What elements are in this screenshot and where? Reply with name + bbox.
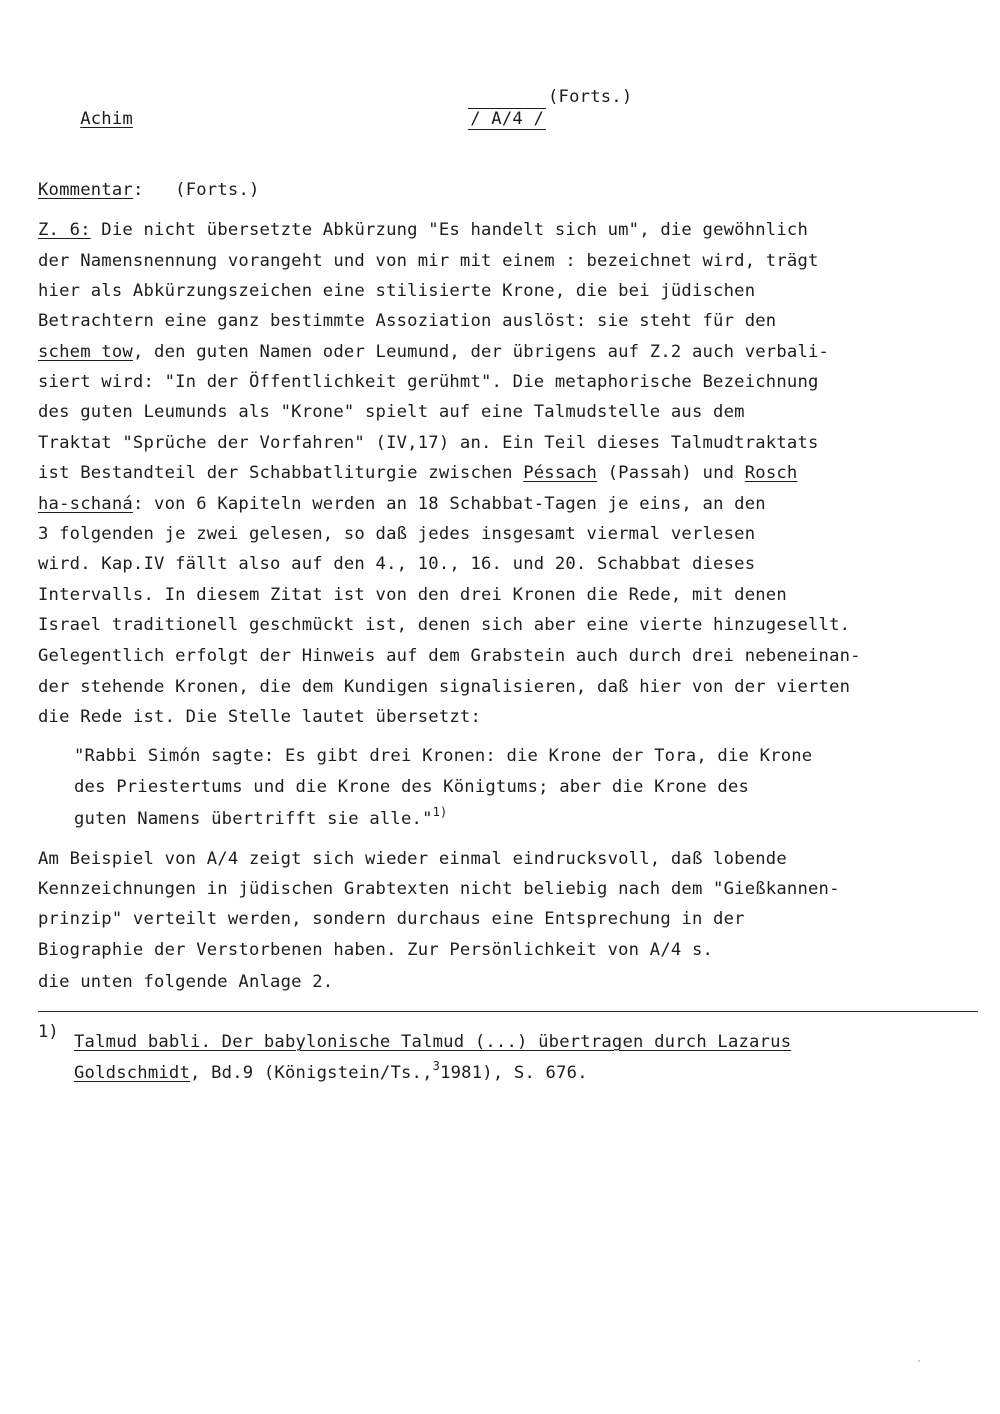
reference-code: / A/4 / xyxy=(470,109,545,129)
body-text: (Passah) und xyxy=(597,463,745,483)
place-name: Achim xyxy=(80,109,133,129)
footnote-divider xyxy=(38,1011,978,1012)
footnote-mark: 1) xyxy=(38,1022,59,1042)
citation-text: 1981), S. 676. xyxy=(440,1063,588,1083)
body-line: hier als Abkürzungszeichen eine stilisierte Krone, die bei jüdischen xyxy=(38,281,756,301)
body-line: Intervalls. In diesem Zitat ist von den drei Kronen die Rede, mit denen xyxy=(38,585,787,605)
conclusion-line: Am Beispiel von A/4 zeigt sich wieder einmal eindrucksvoll, daß lobende xyxy=(38,849,787,869)
body-line xyxy=(38,493,766,515)
footnote-line xyxy=(74,1031,791,1053)
body-text: ist Bestandteil der Schabbatliturgie zwischen xyxy=(38,463,524,483)
conclusion-line: Biographie der Verstorbenen haben. Zur Persönlichkeit von A/4 s. xyxy=(38,940,714,960)
hebrew-term: ha-schaná xyxy=(38,494,133,514)
commentary-colon: : xyxy=(132,180,144,200)
citation-author: Goldschmidt xyxy=(74,1063,191,1083)
body-line: des guten Leumunds als "Krone" spielt auf eine Talmudstelle aus dem xyxy=(38,402,745,422)
body-text: Die nicht übersetzte Abkürzung "Es handelt sich um", die gewöhnlich xyxy=(90,220,808,240)
quote-text: guten Namens übertrifft sie alle." xyxy=(74,809,433,829)
body-text: : von 6 Kapiteln werden an 18 Schabbat-Tagen je eins, an den xyxy=(132,494,766,514)
body-line xyxy=(38,462,797,484)
conclusion-line: Kennzeichnungen in jüdischen Grabtexten nicht beliebig nach dem "Gießkannen- xyxy=(38,879,840,899)
footnote-reference: 1) xyxy=(432,805,448,819)
body-line: Traktat "Sprüche der Vorfahren" (IV,17) an. Ein Teil dieses Talmudtraktats xyxy=(38,433,819,453)
quote-line: des Priestertums und die Krone des Königtums; aber die Krone des xyxy=(74,777,750,797)
body-line: siert wird: "In der Öffentlichkeit gerühmt". Die metaphorische Bezeichnung xyxy=(38,372,819,392)
body-line: Gelegentlich erfolgt der Hinweis auf dem Grabstein auch durch drei nebeneinan- xyxy=(38,646,861,666)
body-line xyxy=(38,341,829,363)
conclusion-line: prinzip" verteilt werden, sondern durchaus eine Entsprechung in der xyxy=(38,909,745,929)
hebrew-term: Rosch xyxy=(744,463,798,483)
quote-line: "Rabbi Simón sagte: Es gibt drei Kronen: die Krone der Tora, die Krone xyxy=(74,746,813,766)
commentary-continued: (Forts.) xyxy=(175,180,260,200)
body-line: die Rede ist. Die Stelle lautet übersetzt: xyxy=(38,707,482,727)
body-line xyxy=(38,219,808,241)
header-reference xyxy=(426,86,546,152)
commentary-heading xyxy=(38,179,260,201)
edition-number: 3 xyxy=(432,1059,441,1073)
body-line: wird. Kap.IV fällt also auf den 4., 10., 16. und 20. Schabbat dieses xyxy=(38,554,756,574)
header-place xyxy=(38,86,133,152)
body-line: 3 folgenden je zwei gelesen, so daß jedes insgesamt viermal verlesen xyxy=(38,524,756,544)
body-line: der Namensnennung vorangeht und von mir mit einem : bezeichnet wird, trägt xyxy=(38,251,819,271)
header-continued: (Forts.) xyxy=(548,87,633,107)
body-line: Betrachtern eine ganz bestimmte Assoziation auslöst: sie steht für den xyxy=(38,311,777,331)
quote-line xyxy=(74,805,448,831)
body-text: , den guten Namen oder Leumund, der übrigens auf Z.2 auch verbali- xyxy=(132,342,830,362)
conclusion-line: die unten folgende Anlage 2. xyxy=(38,972,334,992)
body-line: der stehende Kronen, die dem Kundigen signalisieren, daß hier von der vierten xyxy=(38,677,851,697)
citation-title: Talmud babli. Der babylonische Talmud (...) übertragen durch Lazarus xyxy=(74,1032,792,1052)
commentary-title: Kommentar xyxy=(38,180,133,200)
hebrew-term: Péssach xyxy=(523,463,598,483)
body-line: Israel traditionell geschmückt ist, denen sich aber eine vierte hinzugesellt. xyxy=(38,615,851,635)
line-reference-label: Z. 6: xyxy=(38,220,91,240)
citation-text: , Bd.9 (Königstein/Ts., xyxy=(190,1063,433,1083)
scan-speck xyxy=(918,1360,920,1362)
footnote-line xyxy=(74,1059,588,1085)
hebrew-term: schem tow xyxy=(38,342,133,362)
